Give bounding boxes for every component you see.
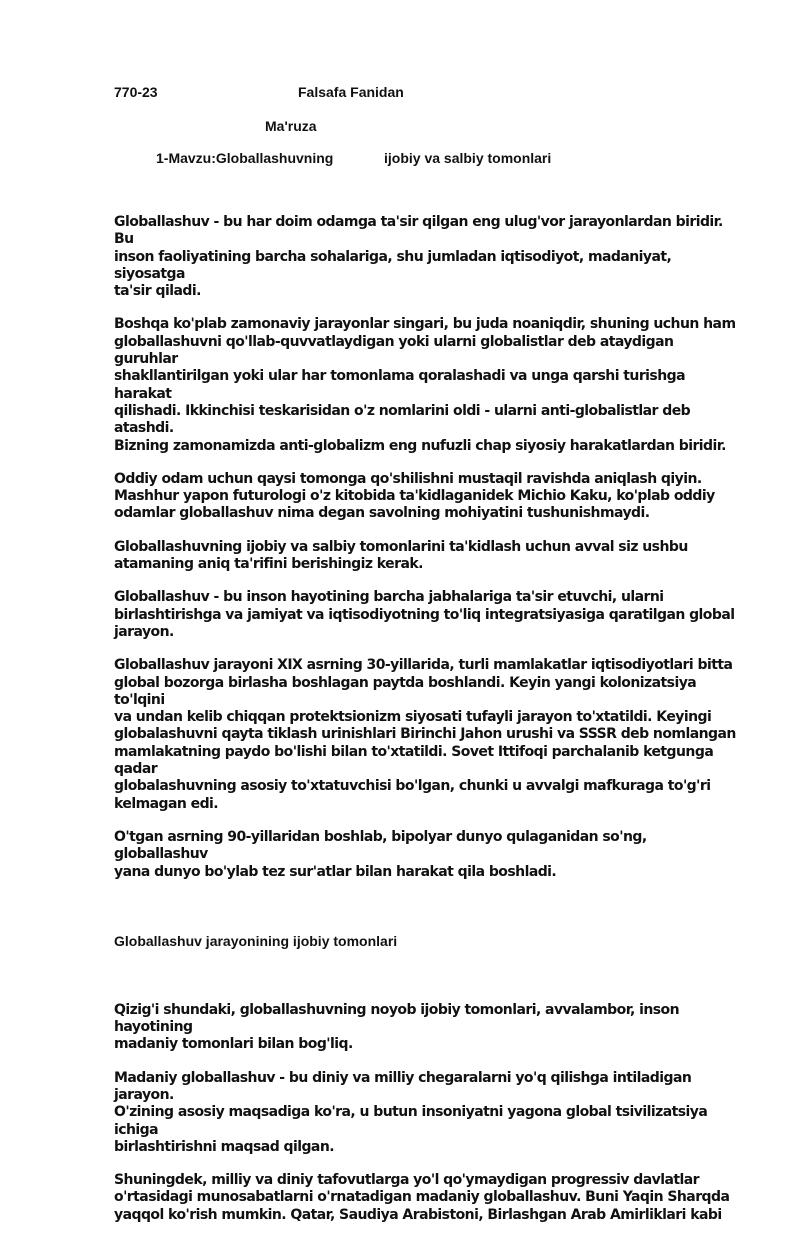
section-heading: Globallashuv jarayonining ijobiy tomonlari — [114, 932, 398, 949]
paragraph-1: Globallashuv - bu har doim odamga ta'sir qilgan eng ulug'vor jarayonlardan biridir. Bu inson faoliyatining barcha sohalariga, shu jumladan iqtisodiyot, madaniyat, siyosatga ta'sir qiladi. — [114, 214, 723, 300]
paragraph-2: Boshqa ko'plab zamonaviy jarayonlar singari, bu juda noaniqdir, shuning uchun ham globallashuvni qo'llab-quvvatlaydigan yoki ularni globalistlar deb ataydigan guruhlar shakllantirilgan yoki ular har tomonlama qoralashadi va unga qarshi turishga harakat qilishadi. Ikkinchisi teskarisidan o'z nomlarini oldi - ularni anti-globalistlar deb atashdi. Bizning zamonamizda anti-globalizm eng nufuzli chap siyosiy harakatlardan biridir. — [114, 316, 736, 454]
paragraph-10: Shuningdek, milliy va diniy tafovutlarga yo'l qo'ymaydigan progressiv davlatlar o'rtasidagi munosabatlarni o'rnatadigan madaniy globallashuv. Buni Yaqin Sharqda yaqqol ko'rish mumkin. Qatar, Saudiya Arabistoni, Birlashgan Arab Amirliklari kabi — [114, 1172, 730, 1223]
paragraph-5: Globallashuv - bu inson hayotining barcha jabhalariga ta'sir etuvchi, ularni birlashtirishga va jamiyat va iqtisodiyotning to'liq integratsiyasiga qaratilgan global jarayon. — [114, 589, 735, 640]
paragraph-7: O'tgan asrning 90-yillaridan boshlab, bipolyar dunyo qulaganidan so'ng, globallashuv yana dunyo bo'ylab tez sur'atlar bilan harakat qila boshladi. — [114, 828, 647, 880]
lecture-label: Ma'ruza — [265, 118, 317, 134]
topic-title-part2: ijobiy va salbiy tomonlari — [384, 150, 552, 166]
topic-title-part1: 1-Mavzu:Globallashuvning — [156, 150, 334, 166]
paragraph-4: Globallashuvning ijobiy va salbiy tomonlarini ta'kidlash uchun avval siz ushbu atamaning aniq ta'rifini berishingiz kerak. — [114, 538, 688, 573]
paragraph-6: Globallashuv jarayoni XIX asrning 30-yillarida, turli mamlakatlar iqtisodiyotlari bitta global bozorga birlasha boshlagan paytda boshlandi. Keyin yangi kolonizatsiya to'lqini va undan kelib chiqqan protektsionizm siyosati tufayli jarayon to'xtatildi. Keyingi globalashuvni qayta tiklash urinishlari Birinchi Jahon urushi va SSSR deb nomlangan mamlakatning paydo bo'lishi bilan to'xtatildi. Sovet Ittifoqi parchalanib ketgunga qadar globalashuvning asosiy to'xtatuvchisi bo'lgan, chunki u avvalgi mafkuraga to'g'ri kelmagan edi. — [114, 657, 736, 812]
paragraph-3: Oddiy odam uchun qaysi tomonga qo'shilishni mustaqil ravishda aniqlash qiyin. Mashhur yapon futurologi o'z kitobida ta'kidlaganidek Michio Kaku, ko'plab oddiy odamlar globallashuv nima degan savolning mohiyatini tushunishmaydi. — [114, 470, 715, 522]
subject-title: Falsafa Fanidan — [298, 84, 404, 100]
paragraph-9: Madaniy globallashuv - bu diniy va milliy chegaralarni yo'q qilishga intiladigan jarayon. O'zining asosiy maqsadiga ko'ra, u butun insoniyatni yagona global tsivilizatsiya ichiga birlashtirishni maqsad qilgan. — [114, 1069, 708, 1155]
document-body — [114, 214, 740, 1240]
document-code: 770-23 — [114, 84, 158, 100]
paragraph-8: Qizig'i shundaki, globallashuvning noyob ijobiy tomonlari, avvalambor, inson hayotining madaniy tomonlari bilan bog'liq. — [114, 1001, 680, 1053]
